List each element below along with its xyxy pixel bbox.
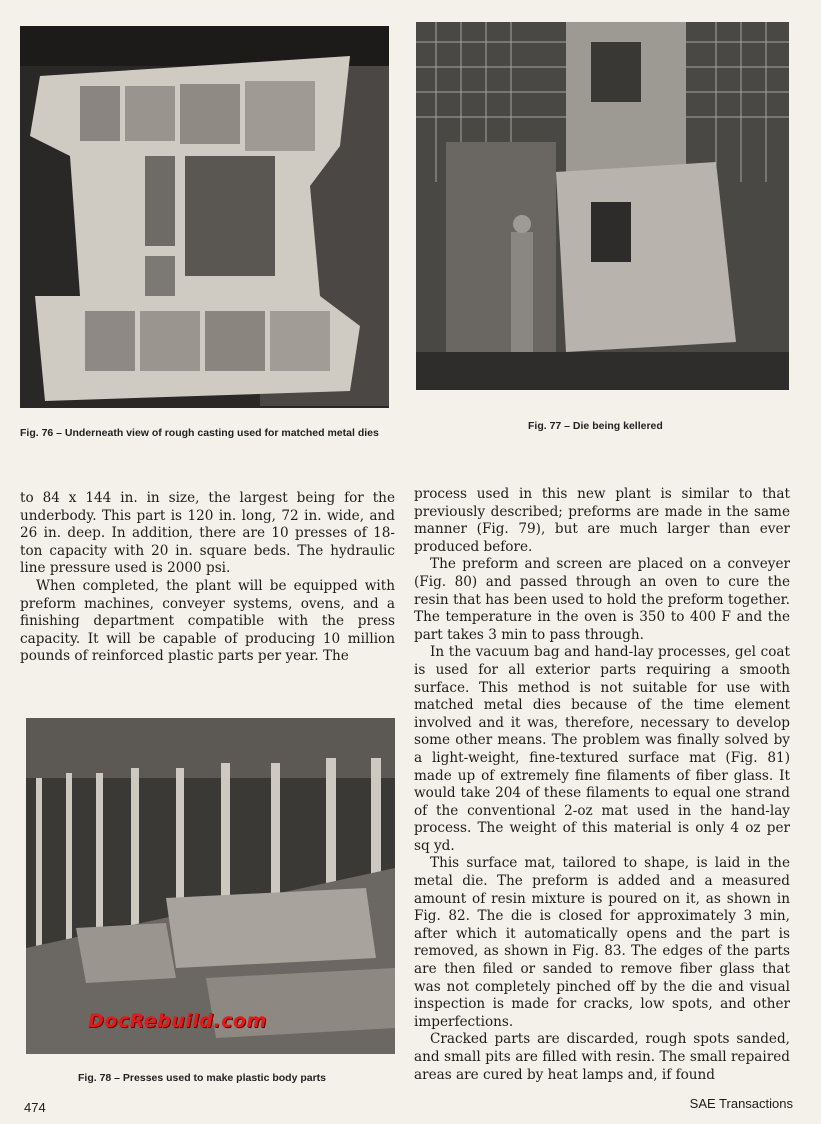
left-paragraph-2: When completed, the plant will be equipped with preform machines, conveyer systems, ovens, and a finishing department compatible with the press capacity. It will be capable of producing 10 million pounds of reinforced plastic parts per year. The <box>20 577 395 665</box>
right-paragraph-4: This surface mat, tailored to shape, is laid in the metal die. The preform is added and a measured amount of resin mixture is poured on it, as shown in Fig. 82. The die is closed for approximately 3 min, after which it automatically opens and the part is removed, as shown in Fig. 83. The edges of the parts are then filed or sanded to remove fiber glass that was not completely pinched off by the die and visual inspection is made for cracks, low spots, and other imperfections. <box>414 855 790 1030</box>
right-column <box>414 486 790 1084</box>
fig78-photo <box>26 718 395 1054</box>
page-number: 474 <box>24 1100 46 1115</box>
fig76-photo <box>20 26 389 408</box>
right-paragraph-2: The preform and screen are placed on a conveyer (Fig. 80) and passed through an oven to cure the resin that has been used to hold the preform together. The temperature in the oven is 350 to 400 F and the part takes 3 min to pass through. <box>414 556 790 643</box>
journal-title: SAE Transactions <box>689 1096 793 1111</box>
fig78-caption: Fig. 78 – Presses used to make plastic body parts <box>78 1072 327 1084</box>
watermark: DocRebuild.com <box>88 1010 267 1032</box>
fig77-caption: Fig. 77 – Die being kellered <box>528 420 663 432</box>
fig77-photo <box>416 22 789 390</box>
fig76-caption: Fig. 76 – Underneath view of rough casting used for matched metal dies <box>20 427 379 439</box>
left-paragraph-1: to 84 x 144 in. in size, the largest being for the underbody. This part is 120 in. long, 72 in. wide, and 26 in. deep. In addition, there are 10 presses of 18-ton capacity with 20 in. square beds. The hydraulic line pressure used is 2000 psi. <box>20 490 395 577</box>
right-paragraph-1: process used in this new plant is similar to that previously described; preforms are made in the same manner (Fig. 79), but are much larger than ever produced before. <box>414 486 790 555</box>
right-paragraph-3: In the vacuum bag and hand-lay processes, gel coat is used for all exterior parts requiring a smooth surface. This method is not suitable for use with matched metal dies because of the time element involved and it was, therefore, necessary to develop some other means. The problem was finally solved by a light-weight, fine-textured surface mat (Fig. 81) made up of extremely fine filaments of fiber glass. It would take 204 of these filaments to equal one strand of the conventional 2-oz mat used in the hand-lay process. The weight of this material is only 4 oz per sq yd. <box>414 644 790 854</box>
right-paragraph-5: Cracked parts are discarded, rough spots sanded, and small pits are filled with resin. The small repaired areas are cured by heat lamps and, if found <box>414 1031 790 1083</box>
left-column <box>20 490 395 666</box>
